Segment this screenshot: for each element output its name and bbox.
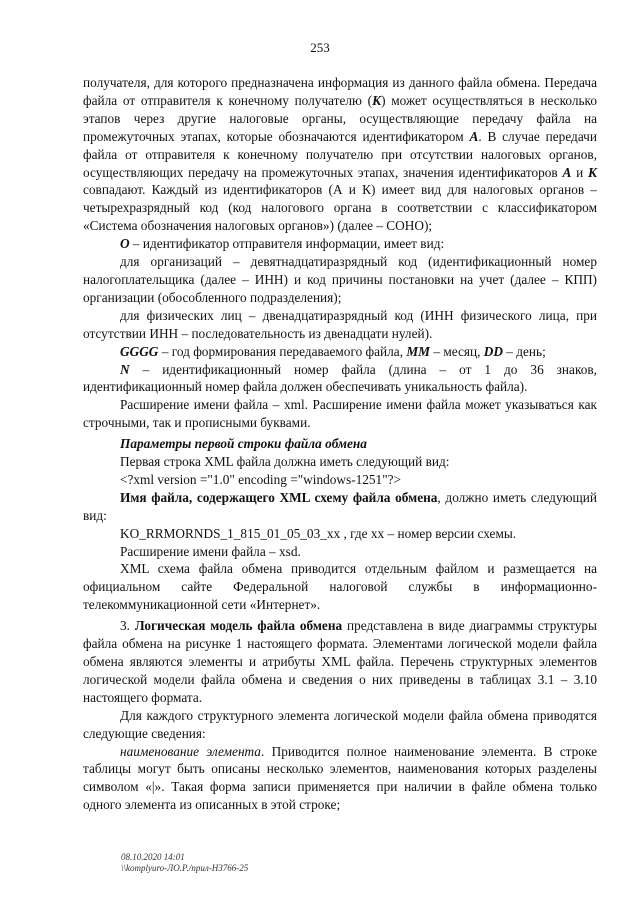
text: получателя, для которого предназначена информация из данного файла обмена. Передача файла от отправителя к конечному получателю ( [83,75,597,108]
text: – год формирования передаваемого файла, [158,343,407,359]
footer-stamp [121,852,248,874]
text: . Приводится полное наименование элемента. В строке таблицы могут быть описаны несколько элементов, наименования которых разделены символом «|». Такая форма записи применяется при наличии в файле обмена только одного элемента из описанных в этой строке; [83,743,597,813]
text: – день; [502,343,546,359]
paragraph-xsd-extension: Расширение имени файла – xsd. [120,543,301,559]
schema-file-name: KO_RRMORNDS_1_815_01_05_03_xx , где хх – номер версии схемы. [120,525,517,541]
bold-text: Имя файла, содержащего XML схему файла обмена [120,489,438,505]
text: , должно иметь следующий вид: [83,489,597,523]
identifier-a: А [562,164,572,180]
footer-path: \\komplyuro-ЛО.Р./прил-НЗ766-25 [121,863,249,873]
paragraph-sender [83,235,597,253]
paragraph-extension: Расширение имени файла – xml. Расширение имени файла может указываться как строчными, так и прописными буквами. [83,397,597,431]
paragraph-organizations: для организаций – девятнадцатиразрядный код (идентификационный номер налогоплательщика (далее – ИНН) и код причины постановки на учет (далее – КПП) организации (обособленного подразделения); [83,254,597,305]
identifier-gggg: GGGG [120,343,159,359]
identifier-k: К [587,164,597,180]
text: и [571,164,588,180]
text: – идентификатор отправителя информации, имеет вид: [129,236,445,252]
section-heading: Параметры первой строки файла обмена [120,436,367,452]
paragraph-date [83,343,597,361]
italic-term: наименование элемента [120,743,261,759]
paragraph-file-number [83,361,597,397]
text: представлена в виде диаграммы структуры файла обмена на рисунке 1 настоящего формата. Элементами логической модели файла обмена являются элементы и атрибуты XML файла. Перечень структурных элементов логической модели файла обмена и сведения о них приведены в таблицах 3.1 – 3.10 настоящего формата. [83,618,597,705]
paragraph-first-line: Первая строка XML файла должна иметь следующий вид: [120,454,450,470]
paragraph-recipient [83,74,597,235]
text: ) может осуществляться в несколько этапов через другие налоговые органы, осуществляющие передачу файла на промежуточных этапах, которые обозначаются идентификатором [83,92,597,144]
paragraph-logical-model [83,617,597,707]
page-number: 253 [310,40,330,55]
paragraph-schema-name [83,489,597,525]
paragraph-element-name [83,743,597,815]
document-body [83,74,597,814]
text: – идентификационный номер файла (длина – от 1 до 36 знаков, идентификационный номер файла должен обеспечивать уникальность файла). [83,361,597,395]
identifier-n: N [120,361,130,377]
text: совпадают. Каждый из идентификаторов (А и К) имеет вид для налоговых органов – четырехразрядный код (код налогового органа в соответствии с классификатором «Система обозначения налоговых органов») (далее – СОНО); [83,182,597,234]
bold-text: Логическая модель файла обмена [134,618,343,634]
paragraph-individuals: для физических лиц – двенадцатиразрядный код (ИНН физического лица, при отсутствии ИНН – последовательность из двенадцати нулей). [83,307,597,341]
section-number: 3. [120,618,135,634]
footer-timestamp: 08.10.2020 14:01 [121,852,185,862]
xml-declaration: <?xml version ="1.0" encoding ="windows-1251"?> [120,471,402,487]
text: – месяц, [430,343,484,359]
identifier-dd: DD [483,343,503,359]
paragraph-schema-publication: XML схема файла обмена приводится отдельным файлом и размещается на официальном сайте Федеральной налоговой службы в информационно-телекоммуникационной сети «Интернет». [83,561,597,613]
identifier-a: А [469,128,479,144]
paragraph-element-info: Для каждого структурного элемента логической модели файла обмена приводятся следующие сведения: [83,707,597,741]
identifier-k: К [372,92,382,108]
identifier-mm: MM [406,343,431,359]
identifier-o: О [120,236,130,252]
text: . В случае передачи файла от отправителя к конечному получателю при отсутствии налоговых органов, осуществляющих передачу на промежуточных этапах, значения идентификаторов [83,128,597,180]
